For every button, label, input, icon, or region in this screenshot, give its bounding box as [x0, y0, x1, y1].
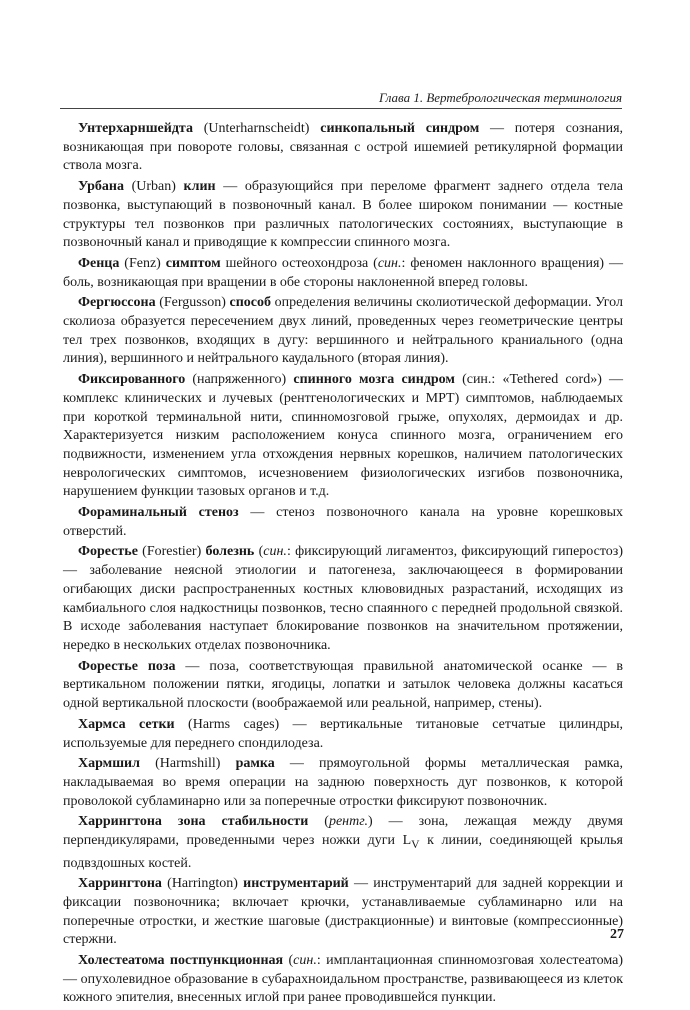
entry-text: син.	[263, 544, 287, 560]
entry-text: (	[283, 953, 294, 969]
entry-term: спинного мозга синдром	[293, 372, 455, 388]
glossary-entry	[63, 178, 623, 253]
entry-text: V	[411, 837, 420, 851]
glossary-entry	[63, 543, 623, 655]
entry-text: (	[254, 544, 264, 560]
entry-term: Холестеатома постпункционная	[78, 953, 284, 969]
entry-term: Урбана	[78, 179, 124, 195]
glossary-entry	[63, 294, 623, 369]
entry-text: : фиксирующий лигаментоз, фиксирующий гиперостоз) — заболевание неясной этиологии и патогенеза, заключающееся в формировании огибающих диски распространенных костных клювовидных разрастаний, исходящих из камбиального слоя надкостницы позвонков, тесно спаянного с передней продольной связкой. В исходе заболевания наступает блокирование позвонков на значительном протяжении, нередко в нескольких отделах позвоночника.	[63, 544, 623, 653]
entry-text: (Fergusson)	[155, 295, 230, 311]
glossary-entry	[63, 504, 623, 541]
entry-text: рентг.	[328, 814, 369, 830]
entry-text: (Unterharnscheidt)	[192, 121, 321, 136]
entry-text: (Harms cages) — вертикальные титановые сетчатые цилиндры, используемые для переднего спондилодеза.	[63, 716, 624, 751]
entry-term: Харрингтона зона стабильности	[78, 814, 309, 830]
entry-term: Унтерхарншейдта	[78, 121, 193, 136]
entry-text: — прямоугольной формы металлическая рамка, накладываемая во время операции на заднюю поверхность дуг позвонков, к которой проволокой сублaминарно или за поперечные отростки фиксируют позвоночник.	[63, 756, 623, 809]
entry-text: — стеноз позвоночного канала на уровне корешковых отверстий.	[63, 505, 623, 539]
entry-term: Хармшил	[78, 756, 140, 772]
running-header	[60, 90, 622, 109]
glossary-entry	[63, 755, 623, 811]
entry-text: (Fenz)	[119, 255, 166, 271]
glossary-entries	[63, 120, 623, 1010]
entry-text: — инструментарий для задней коррекции и фиксации позвоночника; включает крючки, устанавливаемые субламинарно или на поперечные отростки, и жесткие шаговые (дистракционные) и винтовые (компрессионные) стержни.	[63, 876, 623, 948]
entry-term: Форестье поза	[78, 658, 176, 674]
entry-term: симптом	[165, 255, 221, 271]
glossary-entry	[63, 875, 623, 950]
entry-term: Хармса сетки	[78, 716, 175, 732]
entry-text: ) — зона, лежащая между двумя перпендикулярами, проведенными через ножки дуги L	[63, 814, 623, 849]
entry-text: — потеря сознания, возникающая при повороте головы, связанная с острой ишемией ретикулярной формации ствола мозга.	[63, 121, 624, 174]
entry-term: синкопальный синдром	[320, 121, 480, 136]
entry-text: (Harrington)	[161, 876, 244, 892]
entry-text: (син.: «Tethered cord») — комплекс клинических и лучевых (рентгенологических и МРТ) симптомов, наблюдаемых при короткой терминальной нити, спинномозговой грыже, опухолях, дермоидах и др. Характеризуется низким расположением конуса спинного мозга, ограничением его подвижности, изменением угла отхождения нервных корешков, наличием патологических неврологических симптомов, исчезновением физиологических изгибов позвоночника, нарушением функции тазовых органов и т.д.	[63, 372, 624, 500]
glossary-entry	[63, 658, 623, 714]
entry-term: Фораминальный стеноз	[78, 505, 239, 521]
entry-term: Форестье	[78, 544, 138, 560]
entry-text: (Harmshill)	[139, 756, 236, 772]
entry-text: (напряженного)	[185, 372, 294, 388]
entry-text: (Forestier)	[137, 544, 206, 560]
entry-text: (	[308, 814, 329, 830]
entry-term: клин	[183, 179, 216, 195]
entry-term: болезнь	[205, 544, 255, 560]
entry-text: к линии, соединяющей крылья подвздошных костей.	[63, 833, 623, 871]
entry-text: шейного остеохондроза (	[220, 255, 378, 271]
glossary-entry	[63, 371, 623, 502]
entry-text: : имплантационная спинномозговая холестеатома) — опухолевидное образование в субарахноидальном пространстве, развивающееся из клеток кожного эпителия, внесенных иглой при ранее проводившейся пункции.	[63, 953, 623, 1006]
entry-text: определения величины сколиотической деформации. Угол сколиоза образуется пересечением двух линий, проведенных через геометрические центры тел трех позвонков, входящих в дугу: вершинного и нейтрального краниального (одна линия), вершинного и нейтрального каудального (вторая линия).	[63, 295, 623, 367]
glossary-entry	[63, 120, 623, 176]
entry-term: Фергюссона	[78, 295, 156, 311]
entry-text: син.	[293, 953, 317, 969]
entry-term: Харрингтона	[78, 876, 162, 892]
entry-term: способ	[229, 295, 271, 311]
entry-term: Фиксированного	[78, 372, 186, 388]
entry-text: : феномен наклонного вращения) — боль, возникающая при вращении в обе стороны наклоненной вперед головы.	[63, 255, 623, 290]
glossary-entry	[63, 813, 623, 873]
glossary-entry	[63, 716, 623, 753]
entry-text: — образующийся при переломе фрагмент заднего отдела тела позвонка, выступающий в позвоночный канал. В более широком понимании — костные структуры тел позвонков при различных патологических состояниях, выступающие в позвоночный канал и приводящие к компрессии спинного мозга.	[63, 179, 623, 251]
entry-text: син.	[377, 255, 402, 271]
entry-term: рамка	[235, 756, 275, 772]
entry-text: (Urban)	[123, 179, 184, 195]
entry-text: — поза, соответствующая правильной анатомической осанке — в вертикальном положении пятки, ягодицы, лопатки и затылок человека должны касаться одной вертикальной плоскости (воображаемой или реальной, например, стены).	[63, 658, 623, 712]
entry-term: инструментарий	[243, 876, 349, 892]
glossary-entry	[63, 255, 623, 292]
chapter-title: Глава 1. Вертебрологическая терминология	[379, 90, 622, 105]
page-number: 27	[610, 927, 624, 942]
entry-term: Фенца	[78, 255, 120, 271]
